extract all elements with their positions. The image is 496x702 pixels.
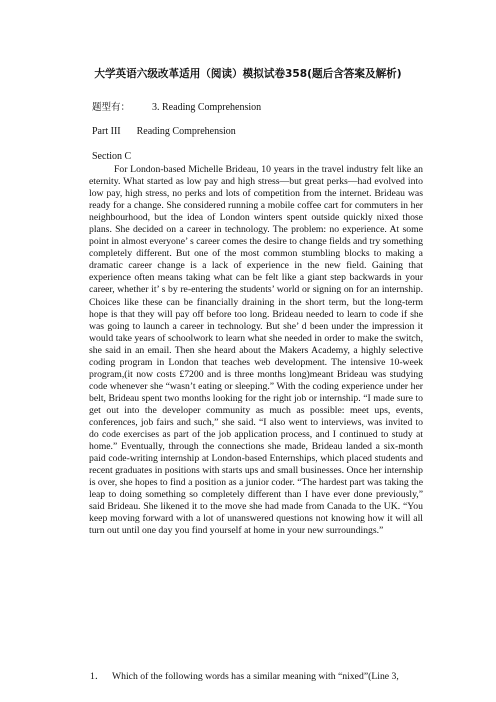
document-title: 大学英语六级改革适用（阅读）模拟试卷358(题后含答案及解析) <box>94 68 402 80</box>
section-heading: Section C <box>92 151 132 162</box>
question-number: 1． <box>90 671 105 682</box>
question-text: Which of the following words has a similar meaning with “nixed”(Line 3, <box>112 671 399 682</box>
part-label: Part III <box>92 126 121 137</box>
part-value: Reading Comprehension <box>136 126 236 137</box>
question-type-value: 3. Reading Comprehension <box>152 102 262 113</box>
question-item <box>89 671 425 683</box>
passage-text: For London-based Michelle Brideau, 10 years in the travel industry felt like an eternity. What started as low pay and high stress—but great perks—had evolved into low pay, high stress, no perks and lots of competition from the internet. Brideau was ready for a change. She considered running a mobile coffee cart for commuters in her neighbourhood, but the idea of London winters spent outside quickly nixed those plans. She decided on a career in technology. The problem: no experience. At some point in almost everyone’ s career comes the desire to change fields and try something completely different. But one of the most common stumbling blocks to making a dramatic career change is a lack of experience in the new field. Gaining that experience often means taking what can be felt like a giant step backwards in your career, whether it’ s by re-entering the students’ world or signing on for an internship. Choices like these can be financially draining in the short term, but the long-term hope is that they will pay off before too long. Brideau needed to learn to code if she was going to launch a career in technology. But she’ d been under the impression it would take years of schoolwork to learn what she needed in order to make the switch, she said in an email. Then she heard about the Makers Academy, a highly selective coding program in London that teaches web development. The intensive 10-week program,(it now costs £7200 and is three months long)meant Brideau was studying code whenever she “wasn’t eating or sleeping.” With the coding experience under her belt, Brideau spent two months looking for the right job or internship. “I made sure to get out into the developer community as much as possible: meet ups, events, conferences, job fairs and such,” she said. “I also went to interviews, was invited to do code exercises as part of the job application process, and I continued to study at home.” Eventually, through the connections she made, Brideau landed a six-month paid code-writing internship at London-based Enternships, which placed students and recent graduates in positions with starts ups and small businesses. Once her internship is over, she hopes to find a position as a junior coder. “The hardest part was taking the leap to doing something so completely different than I have ever done previously,” said Brideau. She likened it to the move she had made from Canada to the UK. “You keep moving forward with a lot of unanswered questions not knowing how it will all turn out until one day you find yourself at home in your new surroundings.” <box>89 164 423 537</box>
question-type-line <box>92 99 261 113</box>
question-type-label: 题型有： <box>92 102 131 113</box>
part-line <box>92 126 236 137</box>
